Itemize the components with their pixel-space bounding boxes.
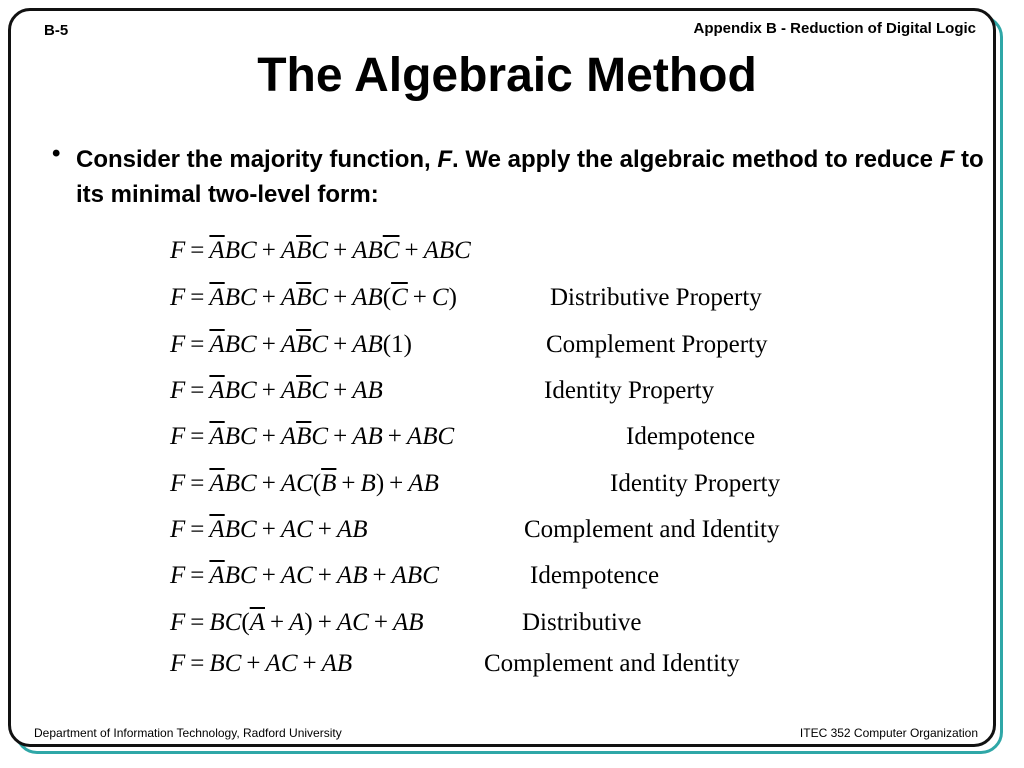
equation-line	[170, 470, 439, 506]
footer-course: ITEC 352 Computer Organization	[799, 726, 978, 740]
footer-department: Department of Information Technology, Radford University	[34, 726, 342, 740]
slide-number: B-5	[44, 22, 69, 39]
step-reason: Idempotence	[626, 423, 756, 450]
step-reason: Distributive Property	[550, 284, 762, 311]
step-reason: Complement and Identity	[524, 516, 780, 543]
equation-text: $F = \overline{A}BC + AC(\overline{B} + B)$ + AB	[170, 470, 439, 497]
step-reason: Complement and Identity	[484, 650, 740, 677]
appendix-title: Appendix B - Reduction of Digital Logic	[693, 20, 976, 37]
equation-text: $F = \overline{A}BC$ + AC + AB	[170, 516, 368, 543]
equation-line	[170, 331, 412, 367]
intro-part3: to its minimal two-level form:	[76, 146, 984, 208]
intro-part1: Consider the majority function,	[76, 146, 438, 173]
step-reason: Identity Property	[544, 377, 715, 404]
equation-line	[170, 237, 471, 273]
equation-text: $F = \overline{A}BC + A\overline{B}C + AB\overline{C}$ + ABC	[170, 237, 471, 264]
equation-text: $F = \overline{A}BC$ + AC + AB + ABC	[170, 562, 439, 589]
equation-line	[170, 377, 383, 413]
bullet-icon: •	[52, 140, 61, 167]
equation-text: $F = \overline{A}BC + A\overline{B}C$ + AB	[170, 377, 383, 404]
page-title: The Algebraic Method	[257, 49, 757, 102]
step-reason: Identity Property	[610, 470, 781, 497]
intro-f2: F	[939, 146, 955, 173]
equation-line	[170, 650, 352, 686]
equation-line	[170, 423, 454, 459]
intro-text	[76, 142, 996, 212]
step-reason: Distributive	[522, 609, 642, 636]
equation-text: $F = BC(\overline{A} + A)$ + AC + AB	[170, 609, 424, 636]
step-reason: Complement Property	[546, 331, 768, 358]
equation-line	[170, 609, 424, 645]
slide-frame	[8, 8, 996, 747]
equation-line	[170, 562, 439, 598]
equation-text: F = BC + AC + AB	[170, 650, 353, 677]
step-reason: Idempotence	[530, 562, 660, 589]
equation-text: $F = \overline{A}BC + A\overline{B}C + AB(1)$	[170, 331, 412, 358]
equation-line	[170, 516, 367, 552]
equation-line	[170, 284, 457, 320]
equation-text: $F = \overline{A}BC + A\overline{B}C + AB(\overline{C} + C)$	[170, 284, 457, 311]
intro-part2: . We apply the algebraic method to reduce	[452, 146, 940, 173]
equation-text: $F = \overline{A}BC + A\overline{B}C$ + AB + ABC	[170, 423, 455, 450]
intro-f1: F	[437, 146, 453, 173]
